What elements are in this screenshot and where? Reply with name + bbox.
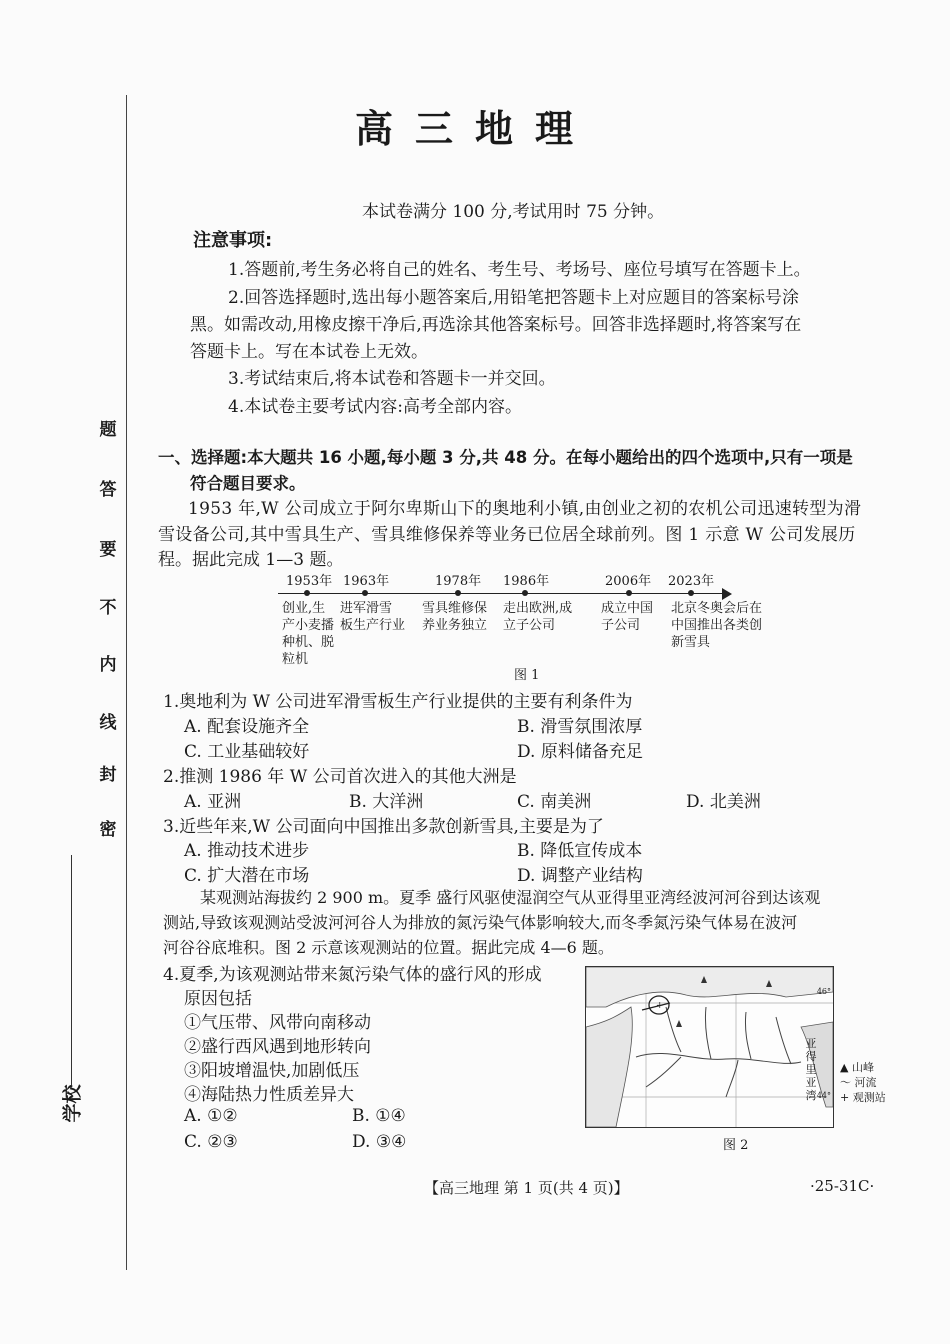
timeline-year: 1978年 <box>435 574 482 589</box>
map-legend: ▲ 山峰 〜 河流 + 观测站 <box>840 1061 886 1104</box>
notice-line: 答题卡上。写在本试卷上无效。 <box>190 342 428 362</box>
school-label: 学校 <box>61 1084 84 1123</box>
question-stem: 1.奥地利为 W 公司进军滑雪板生产行业提供的主要有利条件为 <box>163 692 633 712</box>
section-heading: 符合题目要求。 <box>190 474 306 493</box>
question-statement: ④海陆热力性质差异大 <box>184 1085 354 1105</box>
timeline-event-desc: 雪具维修保 养业务独立 <box>422 601 488 633</box>
timeline-event-desc: 进军滑雪 板生产行业 <box>340 601 406 633</box>
question-stem: 3.近些年来,W 公司面向中国推出多款创新雪具,主要是为了 <box>163 817 604 837</box>
margin-char: 要 <box>99 540 117 560</box>
question-option: C. 南美洲 <box>517 792 592 812</box>
passage-line: 雪设备公司,其中雪具生产、雪具维修保养等业务已位居全球前列。图 1 示意 W 公司发展历 <box>158 525 856 545</box>
timeline-marker <box>522 590 528 596</box>
river-icon: 〜 <box>840 1076 851 1089</box>
notice-heading: 注意事项: <box>193 230 273 251</box>
question-option: C. ②③ <box>184 1132 238 1152</box>
question-statement: ①气压带、风带向南移动 <box>184 1013 371 1033</box>
timeline-event-desc: 创业,生 产小麦播 种机、脱 粒机 <box>282 601 335 667</box>
passage-line: 测站,导致该观测站受波河河谷人为排放的氮污染气体影响较大,而冬季氮污染气体易在波河 <box>163 913 798 932</box>
passage-line: 1953 年,W 公司成立于阿尔卑斯山下的奥地利小镇,由创业之初的农机公司迅速转型为滑 <box>188 499 862 519</box>
timeline-year: 2006年 <box>605 574 652 589</box>
question-stem: 2.推测 1986 年 W 公司首次进入的其他大洲是 <box>163 767 517 787</box>
question-option: B. ①④ <box>352 1106 406 1126</box>
passage-line: 河谷谷底堆积。图 2 示意该观测站的位置。据此完成 4—6 题。 <box>163 938 614 957</box>
margin-char: 线 <box>99 713 117 733</box>
notice-line: 4.本试卷主要考试内容:高考全部内容。 <box>228 397 522 417</box>
school-fill-line <box>71 855 72 1085</box>
question-option: A. 推动技术进步 <box>184 841 310 861</box>
question-statement: ③阳坡增温快,加剧低压 <box>184 1061 360 1081</box>
question-stem: 4.夏季,为该观测站带来氮污染气体的盛行风的形成 <box>163 965 542 985</box>
timeline-event-desc: 成立中国 子公司 <box>601 601 654 633</box>
timeline-axis <box>278 593 726 594</box>
question-option: A. 配套设施齐全 <box>184 717 310 737</box>
map-drawing <box>586 967 833 1127</box>
notice-line: 3.考试结束后,将本试卷和答题卡一并交回。 <box>228 369 556 389</box>
page-footer: 【高三地理 第 1 页(共 4 页)】 <box>424 1179 629 1197</box>
question-option: A. ①② <box>184 1106 238 1126</box>
timeline-year: 2023年 <box>668 574 715 589</box>
question-option: C. 扩大潜在市场 <box>184 866 310 886</box>
timeline-arrow-icon <box>722 588 732 600</box>
mountain-peak-icon: ▲ <box>840 1061 849 1074</box>
sea-label: 亚得里亚湾 <box>805 1037 817 1102</box>
timeline-event-desc: 北京冬奥会后在 中国推出各类创 新雪具 <box>671 601 763 650</box>
figure-caption: 图 2 <box>723 1138 749 1153</box>
question-stem: 原因包括 <box>184 989 252 1009</box>
question-option: D. 调整产业结构 <box>517 866 643 886</box>
page-code: ·25-31C· <box>810 1177 875 1195</box>
timeline-year: 1963年 <box>343 574 390 589</box>
timeline-event-desc: 走出欧洲,成 立子公司 <box>503 601 573 633</box>
notice-line: 黑。如需改动,用橡皮擦干净后,再选涂其他答案标号。回答非选择题时,将答案写在 <box>190 315 802 335</box>
figure-2-map <box>585 966 834 1128</box>
latitude-label: 46° <box>816 987 831 996</box>
margin-char: 题 <box>99 420 117 440</box>
notice-line: 2.回答选择题时,选出每小题答案后,用铅笔把答题卡上对应题目的答案标号涂 <box>228 288 800 308</box>
margin-char: 内 <box>99 655 117 675</box>
timeline-marker <box>362 590 368 596</box>
question-option: B. 降低宣传成本 <box>517 841 643 861</box>
timeline-marker <box>455 590 461 596</box>
margin-char: 封 <box>99 765 117 785</box>
timeline-marker <box>626 590 632 596</box>
question-option: C. 工业基础较好 <box>184 742 310 762</box>
timeline-marker <box>304 590 310 596</box>
question-statement: ②盛行西风遇到地形转向 <box>184 1037 371 1057</box>
question-option: D. ③④ <box>352 1132 407 1152</box>
section-heading: 一、选择题:本大题共 16 小题,每小题 3 分,共 48 分。在每小题给出的四个选项中,只有一项是 <box>158 448 853 467</box>
question-option: A. 亚洲 <box>184 792 242 812</box>
page-title: 高三地理 <box>354 107 595 151</box>
timeline-marker <box>688 590 694 596</box>
passage-line: 程。据此完成 1—3 题。 <box>158 550 344 570</box>
margin-char: 不 <box>99 598 117 618</box>
notice-line: 1.答题前,考生务必将自己的姓名、考生号、考场号、座位号填写在答题卡上。 <box>228 260 811 280</box>
exam-intro: 本试卷满分 100 分,考试用时 75 分钟。 <box>362 202 665 222</box>
latitude-label: 44° <box>816 1091 831 1100</box>
question-option: D. 原料储备充足 <box>517 742 643 762</box>
passage-line: 某观测站海拔约 2 900 m。夏季 盛行风驱使湿润空气从亚得里亚湾经波河河谷到达该观 <box>200 888 821 907</box>
margin-char: 答 <box>99 480 117 500</box>
binding-line <box>126 95 127 1270</box>
question-option: B. 大洋洲 <box>349 792 424 812</box>
svg-text:+: + <box>656 1001 664 1011</box>
timeline-year: 1986年 <box>503 574 550 589</box>
figure-caption: 图 1 <box>514 668 540 683</box>
station-icon: + <box>840 1091 850 1104</box>
timeline-year: 1953年 <box>286 574 333 589</box>
question-option: B. 滑雪氛围浓厚 <box>517 717 643 737</box>
question-option: D. 北美洲 <box>686 792 761 812</box>
margin-char: 密 <box>99 820 117 840</box>
